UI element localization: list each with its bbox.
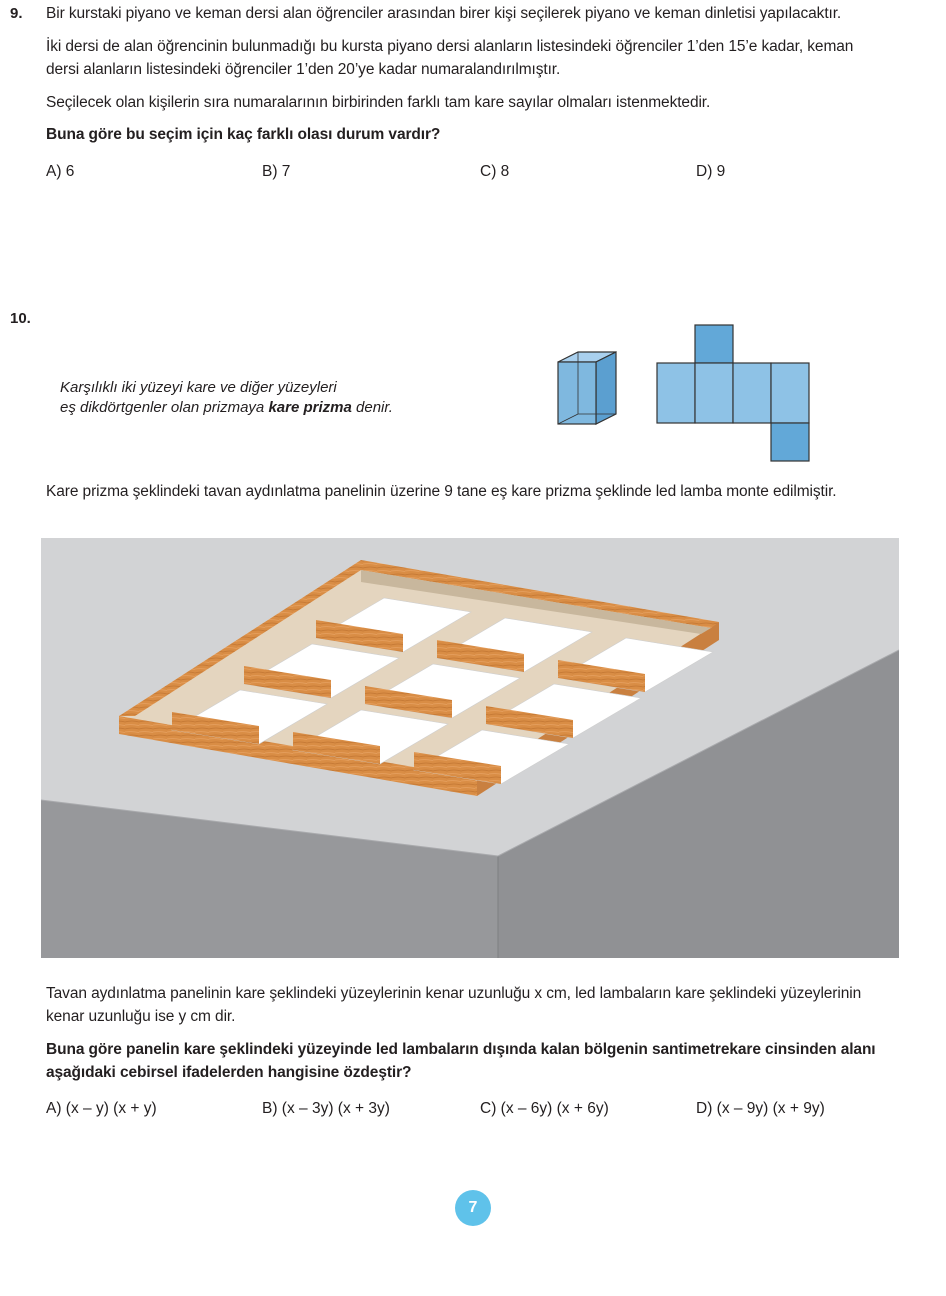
question-9-line-2a: İki dersi de alan öğrencinin bulunmadığı bu kursta piyano dersi alanların listesindeki öğrenciler 1’den 15’e kadar, keman: [46, 38, 854, 55]
q9-option-a[interactable]: A) 6: [46, 163, 75, 180]
q10-option-c[interactable]: C) (x – 6y) (x + 6y): [480, 1100, 609, 1117]
q9-option-d[interactable]: D) 9: [696, 163, 726, 180]
q9-option-b[interactable]: B) 7: [262, 163, 291, 180]
question-9-line-1: Bir kurstaki piyano ve keman dersi alan öğrenciler arasından birer kişi seçilerek piyano ve keman dinletisi yapılacaktır.: [46, 5, 842, 22]
q9-option-c[interactable]: C) 8: [480, 163, 510, 180]
page-number-badge: 7: [455, 1190, 491, 1226]
question-9-number: 9.: [10, 5, 23, 22]
definition-term: kare prizma: [268, 399, 352, 416]
question-9-line-3: Seçilecek olan kişilerin sıra numaralarının birbirinden farklı tam kare sayılar olmaları istenmektedir.: [46, 94, 711, 111]
square-prism-definition: [60, 378, 393, 418]
square-prism-net-figure: [655, 324, 813, 464]
question-9-line-2b: dersi alanların listesindeki öğrenciler 1’den 20’ye kadar numaralandırılmıştır.: [46, 61, 561, 78]
question-9-prompt: Buna göre bu seçim için kaç farklı olası durum vardır?: [46, 126, 441, 143]
question-10-number: 10.: [10, 310, 31, 327]
ceiling-panel-illustration: [41, 538, 899, 958]
question-10-prompt-line-2: aşağıdaki cebirsel ifadelerden hangisine özdeştir?: [46, 1064, 412, 1081]
q10-option-b[interactable]: B) (x – 3y) (x + 3y): [262, 1100, 390, 1117]
definition-text: eş dikdörtgenler olan prizmaya: [60, 399, 269, 416]
q10-option-a[interactable]: A) (x – y) (x + y): [46, 1100, 157, 1117]
question-10-body-line-1: Tavan aydınlatma panelinin kare şeklindeki yüzeylerinin kenar uzunluğu x cm, led lambaların kare şeklindeki yüzeylerinin: [46, 985, 862, 1002]
definition-line-2: [60, 398, 393, 418]
definition-text-end: denir.: [351, 399, 393, 416]
question-10-intro: Kare prizma şeklindeki tavan aydınlatma panelinin üzerine 9 tane eş kare prizma şeklinde led lamba monte edilmiştir.: [46, 483, 837, 500]
square-prism-figure: [552, 346, 622, 428]
question-10-body-line-2: kenar uzunluğu ise y cm dir.: [46, 1008, 236, 1025]
q10-option-d[interactable]: D) (x – 9y) (x + 9y): [696, 1100, 825, 1117]
question-10-prompt-line-1: Buna göre panelin kare şeklindeki yüzeyinde led lambaların dışında kalan bölgenin santimetrekare cinsinden alanı: [46, 1041, 876, 1058]
definition-line-1: Karşılıklı iki yüzeyi kare ve diğer yüzeyleri: [60, 379, 337, 396]
